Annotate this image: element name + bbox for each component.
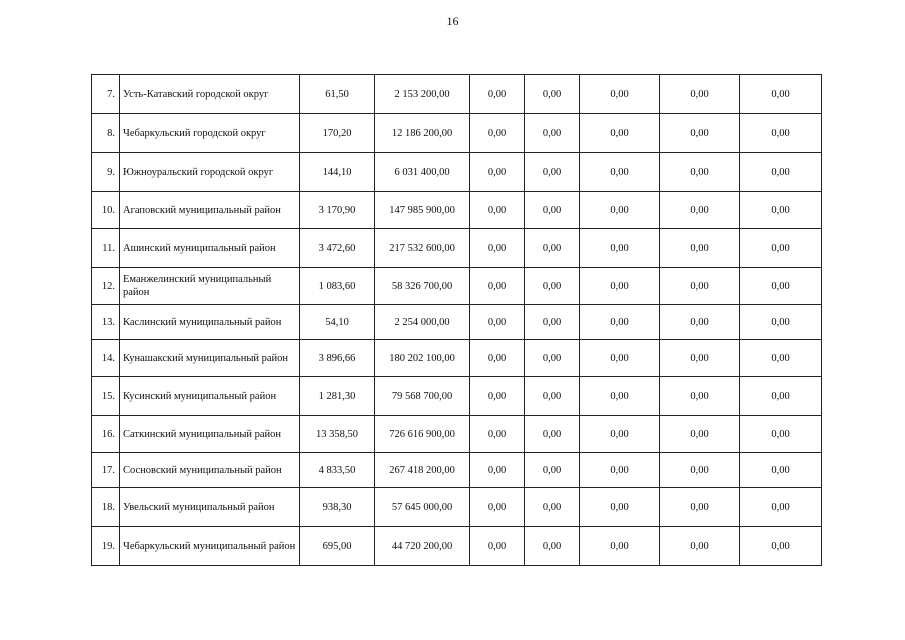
cell-value: 54,10 (300, 305, 375, 340)
cell-value: 2 153 200,00 (375, 75, 470, 114)
cell-value: 2 254 000,00 (375, 305, 470, 340)
cell-value: 0,00 (470, 453, 525, 488)
cell-value: 0,00 (525, 416, 580, 453)
cell-value: 0,00 (740, 453, 822, 488)
cell-value: 0,00 (660, 229, 740, 268)
municipality-name: Агаповский муниципальный район (120, 192, 300, 229)
cell-value: 0,00 (470, 268, 525, 305)
cell-value: 13 358,50 (300, 416, 375, 453)
cell-value: 0,00 (525, 114, 580, 153)
cell-value: 0,00 (580, 527, 660, 566)
cell-value: 0,00 (660, 153, 740, 192)
cell-value: 1 083,60 (300, 268, 375, 305)
cell-value: 180 202 100,00 (375, 340, 470, 377)
cell-value: 0,00 (740, 229, 822, 268)
municipality-name: Еманжелинский муниципальный район (120, 268, 300, 305)
cell-value: 58 326 700,00 (375, 268, 470, 305)
municipality-name: Ашинский муниципальный район (120, 229, 300, 268)
cell-value: 0,00 (525, 229, 580, 268)
cell-value: 61,50 (300, 75, 375, 114)
cell-value: 0,00 (740, 268, 822, 305)
municipality-name: Саткинский муниципальный район (120, 416, 300, 453)
cell-value: 0,00 (580, 488, 660, 527)
municipality-name: Каслинский муниципальный район (120, 305, 300, 340)
table-row (92, 153, 822, 192)
cell-value: 170,20 (300, 114, 375, 153)
cell-value: 0,00 (740, 153, 822, 192)
table-row (92, 488, 822, 527)
cell-value: 144,10 (300, 153, 375, 192)
cell-value: 0,00 (740, 340, 822, 377)
table-row (92, 75, 822, 114)
cell-value: 0,00 (525, 153, 580, 192)
cell-value: 147 985 900,00 (375, 192, 470, 229)
cell-value: 0,00 (580, 153, 660, 192)
cell-value: 0,00 (525, 488, 580, 527)
cell-value: 0,00 (525, 527, 580, 566)
cell-value: 0,00 (525, 305, 580, 340)
cell-value: 0,00 (525, 192, 580, 229)
table-row (92, 192, 822, 229)
cell-value: 0,00 (740, 377, 822, 416)
cell-value: 0,00 (660, 305, 740, 340)
data-table (91, 74, 822, 566)
cell-value: 3 472,60 (300, 229, 375, 268)
cell-value: 0,00 (580, 268, 660, 305)
row-number: 14. (92, 340, 120, 377)
row-number: 19. (92, 527, 120, 566)
cell-value: 267 418 200,00 (375, 453, 470, 488)
cell-value: 0,00 (470, 153, 525, 192)
municipality-name: Усть-Катавский городской округ (120, 75, 300, 114)
cell-value: 0,00 (470, 340, 525, 377)
cell-value: 0,00 (525, 75, 580, 114)
table-row (92, 340, 822, 377)
cell-value: 938,30 (300, 488, 375, 527)
cell-value: 0,00 (580, 114, 660, 153)
row-number: 7. (92, 75, 120, 114)
cell-value: 0,00 (525, 453, 580, 488)
cell-value: 4 833,50 (300, 453, 375, 488)
cell-value: 0,00 (660, 416, 740, 453)
cell-value: 217 532 600,00 (375, 229, 470, 268)
cell-value: 0,00 (525, 268, 580, 305)
row-number: 17. (92, 453, 120, 488)
cell-value: 6 031 400,00 (375, 153, 470, 192)
cell-value: 0,00 (660, 488, 740, 527)
row-number: 12. (92, 268, 120, 305)
cell-value: 695,00 (300, 527, 375, 566)
row-number: 16. (92, 416, 120, 453)
cell-value: 3 896,66 (300, 340, 375, 377)
cell-value: 0,00 (660, 453, 740, 488)
cell-value: 12 186 200,00 (375, 114, 470, 153)
row-number: 8. (92, 114, 120, 153)
cell-value: 0,00 (660, 268, 740, 305)
cell-value: 0,00 (740, 75, 822, 114)
row-number: 13. (92, 305, 120, 340)
cell-value: 0,00 (660, 527, 740, 566)
cell-value: 0,00 (740, 488, 822, 527)
cell-value: 0,00 (470, 75, 525, 114)
cell-value: 3 170,90 (300, 192, 375, 229)
cell-value: 0,00 (740, 416, 822, 453)
cell-value: 0,00 (740, 192, 822, 229)
municipality-name: Кусинский муниципальный район (120, 377, 300, 416)
cell-value: 0,00 (470, 527, 525, 566)
table-row (92, 229, 822, 268)
cell-value: 0,00 (660, 75, 740, 114)
cell-value: 0,00 (740, 527, 822, 566)
cell-value: 726 616 900,00 (375, 416, 470, 453)
cell-value: 0,00 (580, 416, 660, 453)
municipality-name: Чебаркульский городской округ (120, 114, 300, 153)
cell-value: 0,00 (470, 377, 525, 416)
row-number: 11. (92, 229, 120, 268)
cell-value: 0,00 (470, 192, 525, 229)
cell-value: 0,00 (660, 114, 740, 153)
table-row (92, 377, 822, 416)
cell-value: 0,00 (525, 340, 580, 377)
cell-value: 0,00 (470, 305, 525, 340)
page-number: 16 (446, 14, 459, 28)
cell-value: 0,00 (580, 340, 660, 377)
cell-value: 0,00 (525, 377, 580, 416)
table-row (92, 527, 822, 566)
cell-value: 57 645 000,00 (375, 488, 470, 527)
row-number: 15. (92, 377, 120, 416)
municipality-name: Сосновский муниципальный район (120, 453, 300, 488)
municipality-name: Южноуральский городской округ (120, 153, 300, 192)
cell-value: 0,00 (580, 75, 660, 114)
cell-value: 0,00 (470, 114, 525, 153)
cell-value: 0,00 (660, 192, 740, 229)
table-row (92, 305, 822, 340)
cell-value: 0,00 (470, 488, 525, 527)
cell-value: 0,00 (740, 305, 822, 340)
table-row (92, 453, 822, 488)
cell-value: 0,00 (580, 229, 660, 268)
table-row (92, 114, 822, 153)
cell-value: 0,00 (470, 229, 525, 268)
row-number: 10. (92, 192, 120, 229)
cell-value: 0,00 (580, 305, 660, 340)
row-number: 18. (92, 488, 120, 527)
cell-value: 0,00 (660, 377, 740, 416)
cell-value: 1 281,30 (300, 377, 375, 416)
municipality-name: Увельский муниципальный район (120, 488, 300, 527)
cell-value: 0,00 (470, 416, 525, 453)
cell-value: 79 568 700,00 (375, 377, 470, 416)
municipality-name: Кунашакский муниципальный район (120, 340, 300, 377)
municipality-name: Чебаркульский муниципальный район (120, 527, 300, 566)
cell-value: 0,00 (740, 114, 822, 153)
cell-value: 0,00 (580, 192, 660, 229)
table-row (92, 416, 822, 453)
cell-value: 0,00 (580, 377, 660, 416)
row-number: 9. (92, 153, 120, 192)
cell-value: 0,00 (580, 453, 660, 488)
table-row (92, 268, 822, 305)
cell-value: 0,00 (660, 340, 740, 377)
cell-value: 44 720 200,00 (375, 527, 470, 566)
